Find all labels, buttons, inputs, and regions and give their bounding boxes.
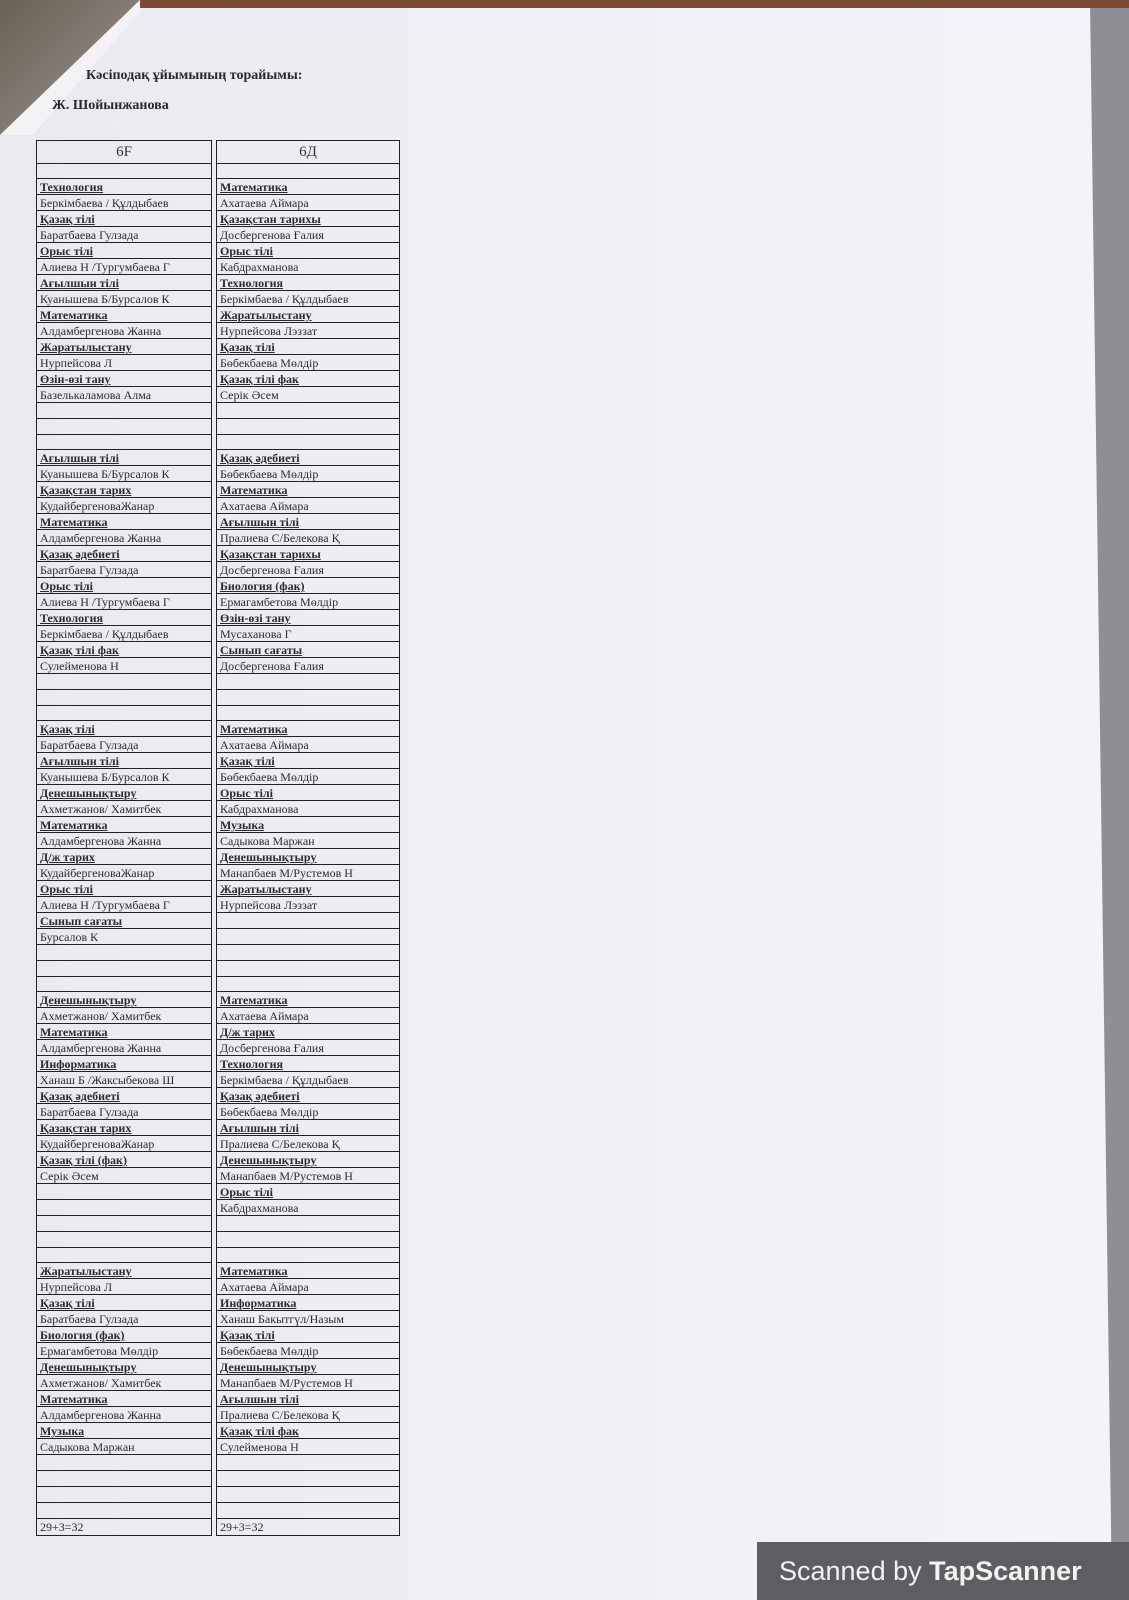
teacher-cell xyxy=(37,961,211,977)
schedule-column-6d xyxy=(216,140,400,1536)
subject-cell: Д/ж тарих xyxy=(37,849,211,865)
teacher-cell: Алдамбергенова Жанна xyxy=(37,1407,211,1423)
teacher-cell: Пралиева С/Белекова Қ xyxy=(217,530,399,546)
subject-cell: Ағылшын тілі xyxy=(37,450,211,466)
subject-cell: Қазақ тілі (фак) xyxy=(37,1152,211,1168)
teacher-cell: Баратбаева Гулзада xyxy=(37,562,211,578)
teacher-cell: Кабдрахманова xyxy=(217,259,399,275)
subject-cell: Қазақстан тарих xyxy=(37,1120,211,1136)
teacher-cell: Бөбекбаева Мөлдір xyxy=(217,1104,399,1120)
subject-cell: Қазақстан тарихы xyxy=(217,211,399,227)
subject-cell xyxy=(217,403,399,419)
approver-name: Ж. Шойынжанова xyxy=(52,98,169,113)
teacher-cell xyxy=(217,1232,399,1248)
subject-cell: Технология xyxy=(217,1056,399,1072)
teacher-cell: Алдамбергенова Жанна xyxy=(37,530,211,546)
teacher-cell: Баратбаева Гулзада xyxy=(37,227,211,243)
teacher-cell: Нурпейсова Лэззат xyxy=(217,897,399,913)
subject-cell xyxy=(37,674,211,690)
subject-cell xyxy=(37,1487,211,1503)
teacher-cell: Садыкова Маржан xyxy=(217,833,399,849)
subject-cell: Математика xyxy=(217,992,399,1008)
subject-cell: Ағылшын тілі xyxy=(217,1120,399,1136)
teacher-cell xyxy=(217,1503,399,1519)
subject-cell: Қазақ әдебиеті xyxy=(37,1088,211,1104)
teacher-cell: Ахатаева Аймара xyxy=(217,498,399,514)
subject-cell: Денешынықтыру xyxy=(37,1359,211,1375)
teacher-cell: Баратбаева Гулзада xyxy=(37,1311,211,1327)
hours-total: 29+3=32 xyxy=(40,1520,84,1534)
watermark-prefix: Scanned by xyxy=(779,1556,930,1586)
subject-cell: Денешынықтыру xyxy=(37,785,211,801)
teacher-cell: Манапбаев М/Рустемов Н xyxy=(217,865,399,881)
teacher-cell: Пралиева С/Белекова Қ xyxy=(217,1136,399,1152)
schedule-column-6f xyxy=(36,140,212,1536)
column-title: 6Д xyxy=(217,140,399,164)
subject-cell: Математика xyxy=(217,1263,399,1279)
scanner-watermark xyxy=(757,1542,1129,1600)
subject-cell: Информатика xyxy=(37,1056,211,1072)
subject-cell: Қазақ әдебиеті xyxy=(217,1088,399,1104)
subject-cell: Қазақстан тарихы xyxy=(217,546,399,562)
teacher-cell: Алиева Н /Тургумбаева Г xyxy=(37,259,211,275)
subject-cell: Қазақстан тарих xyxy=(37,482,211,498)
subject-cell xyxy=(217,945,399,961)
teacher-cell: Досбергенова Ғалия xyxy=(217,1040,399,1056)
teacher-cell xyxy=(217,961,399,977)
subject-cell: Қазақ тілі xyxy=(37,721,211,737)
subject-cell: Қазақ тілі xyxy=(37,1295,211,1311)
teacher-cell: Алдамбергенова Жанна xyxy=(37,323,211,339)
header-spacer xyxy=(217,164,399,179)
teacher-cell: Бөбекбаева Мөлдір xyxy=(217,355,399,371)
teacher-cell: КудайбергеноваЖанар xyxy=(37,498,211,514)
watermark-brand: TapScanner xyxy=(929,1556,1082,1586)
teacher-cell: Бөбекбаева Мөлдір xyxy=(217,1343,399,1359)
teacher-cell: Манапбаев М/Рустемов Н xyxy=(217,1168,399,1184)
teacher-cell: Алдамбергенова Жанна xyxy=(37,1040,211,1056)
teacher-cell: Беркімбаева / Құлдыбаев xyxy=(217,291,399,307)
teacher-cell: КудайбергеноваЖанар xyxy=(37,865,211,881)
teacher-cell: Куанышева Б/Бурсалов К xyxy=(37,769,211,785)
teacher-cell: Серік Әсем xyxy=(37,1168,211,1184)
subject-cell: Математика xyxy=(217,721,399,737)
subject-cell: Математика xyxy=(217,482,399,498)
subject-cell: Жаратылыстану xyxy=(217,307,399,323)
teacher-cell: Нурпейсова Лэззат xyxy=(217,323,399,339)
subject-cell: Өзін-өзі тану xyxy=(37,371,211,387)
subject-cell: Биология (фак) xyxy=(37,1327,211,1343)
teacher-cell: Сулейменова Н xyxy=(37,658,211,674)
subject-cell: Технология xyxy=(37,610,211,626)
teacher-cell: Куанышева Б/Бурсалов К xyxy=(37,291,211,307)
subject-cell: Математика xyxy=(37,514,211,530)
teacher-cell: Ахметжанов/ Хамитбек xyxy=(37,1008,211,1024)
teacher-cell xyxy=(37,690,211,706)
teacher-cell: Досбергенова Ғалия xyxy=(217,658,399,674)
teacher-cell: Серік Әсем xyxy=(217,387,399,403)
teacher-cell xyxy=(37,1232,211,1248)
subject-cell: Орыс тілі xyxy=(37,243,211,259)
teacher-cell: Сулейменова Н xyxy=(217,1439,399,1455)
teacher-cell: Манапбаев М/Рустемов Н xyxy=(217,1375,399,1391)
subject-cell: Ағылшын тілі xyxy=(37,275,211,291)
subject-cell: Қазақ тілі фак xyxy=(217,1423,399,1439)
subject-cell: Орыс тілі xyxy=(217,785,399,801)
subject-cell: Математика xyxy=(37,817,211,833)
teacher-cell: Кабдрахманова xyxy=(217,801,399,817)
subject-cell: Денешынықтыру xyxy=(217,1152,399,1168)
subject-cell: Биология (фак) xyxy=(217,578,399,594)
teacher-cell: Беркімбаева / Құлдыбаев xyxy=(37,626,211,642)
subject-cell: Информатика xyxy=(217,1295,399,1311)
teacher-cell: Ахатаева Аймара xyxy=(217,1279,399,1295)
teacher-cell: Садыкова Маржан xyxy=(37,1439,211,1455)
teacher-cell xyxy=(217,929,399,945)
teacher-cell: Ахатаева Аймара xyxy=(217,737,399,753)
background-edge xyxy=(140,0,1129,8)
subject-cell: Денешынықтыру xyxy=(217,1359,399,1375)
subject-cell: Жаратылыстану xyxy=(37,339,211,355)
subject-cell: Технология xyxy=(217,275,399,291)
subject-cell: Қазақ тілі xyxy=(217,1327,399,1343)
day-separator xyxy=(217,435,399,450)
teacher-cell: Нурпейсова Л xyxy=(37,1279,211,1295)
subject-cell: Қазақ тілі xyxy=(37,211,211,227)
subject-cell: Музыка xyxy=(37,1423,211,1439)
teacher-cell: Ахметжанов/ Хамитбек xyxy=(37,1375,211,1391)
subject-cell: Қазақ тілі фак xyxy=(217,371,399,387)
teacher-cell: Алдамбергенова Жанна xyxy=(37,833,211,849)
subject-cell xyxy=(37,1216,211,1232)
subject-cell: Орыс тілі xyxy=(217,1184,399,1200)
teacher-cell: Нурпейсова Л xyxy=(37,355,211,371)
teacher-cell xyxy=(37,1503,211,1519)
subject-cell xyxy=(217,1216,399,1232)
teacher-cell: Ахатаева Аймара xyxy=(217,195,399,211)
subject-cell: Орыс тілі xyxy=(37,881,211,897)
teacher-cell xyxy=(217,419,399,435)
subject-cell: Қазақ әдебиеті xyxy=(37,546,211,562)
subject-cell xyxy=(37,1455,211,1471)
column-title: 6F xyxy=(37,140,211,164)
subject-cell: Сынып сағаты xyxy=(37,913,211,929)
subject-cell: Қазақ тілі xyxy=(217,753,399,769)
teacher-cell: Баратбаева Гулзада xyxy=(37,1104,211,1120)
subject-cell: Қазақ әдебиеті xyxy=(217,450,399,466)
subject-cell: Денешынықтыру xyxy=(37,992,211,1008)
subject-cell: Ағылшын тілі xyxy=(217,1391,399,1407)
teacher-cell: Алиева Н /Тургумбаева Г xyxy=(37,594,211,610)
teacher-cell: Ермагамбетова Мөлдір xyxy=(37,1343,211,1359)
subject-cell: Математика xyxy=(37,307,211,323)
subject-cell: Математика xyxy=(37,1391,211,1407)
teacher-cell: Беркімбаева / Құлдыбаев xyxy=(217,1072,399,1088)
subject-cell xyxy=(217,1455,399,1471)
teacher-cell: Досбергенова Ғалия xyxy=(217,562,399,578)
subject-cell: Сынып сағаты xyxy=(217,642,399,658)
subject-cell: Жаратылыстану xyxy=(217,881,399,897)
subject-cell xyxy=(37,403,211,419)
subject-cell: Ағылшын тілі xyxy=(217,514,399,530)
approval-title: Кәсіподақ ұйымының торайымы: xyxy=(86,68,303,83)
subject-cell xyxy=(217,1487,399,1503)
teacher-cell: КудайбергеноваЖанар xyxy=(37,1136,211,1152)
teacher-cell: Бөбекбаева Мөлдір xyxy=(217,466,399,482)
teacher-cell: Пралиева С/Белекова Қ xyxy=(217,1407,399,1423)
teacher-cell xyxy=(37,419,211,435)
teacher-cell xyxy=(217,1471,399,1487)
subject-cell: Орыс тілі xyxy=(37,578,211,594)
hours-total: 29+3=32 xyxy=(220,1520,264,1534)
day-separator xyxy=(37,435,211,450)
day-separator xyxy=(37,706,211,721)
teacher-cell: Алиева Н /Тургумбаева Г xyxy=(37,897,211,913)
teacher-cell: Мусаханова Г xyxy=(217,626,399,642)
subject-cell: Өзін-өзі тану xyxy=(217,610,399,626)
subject-cell xyxy=(37,1184,211,1200)
teacher-cell xyxy=(37,1471,211,1487)
teacher-cell xyxy=(37,1200,211,1216)
subject-cell: Технология xyxy=(37,179,211,195)
subject-cell: Д/ж тарих xyxy=(217,1024,399,1040)
subject-cell xyxy=(217,913,399,929)
header-spacer xyxy=(37,164,211,179)
teacher-cell: Ермагамбетова Мөлдір xyxy=(217,594,399,610)
subject-cell: Жаратылыстану xyxy=(37,1263,211,1279)
day-separator xyxy=(37,977,211,992)
subject-cell: Денешынықтыру xyxy=(217,849,399,865)
teacher-cell: Куанышева Б/Бурсалов К xyxy=(37,466,211,482)
subject-cell: Музыка xyxy=(217,817,399,833)
subject-cell: Орыс тілі xyxy=(217,243,399,259)
teacher-cell: Ханаш Бакытгүл/Назым xyxy=(217,1311,399,1327)
teacher-cell: Бөбекбаева Мөлдір xyxy=(217,769,399,785)
subject-cell: Математика xyxy=(37,1024,211,1040)
teacher-cell: Досбергенова Ғалия xyxy=(217,227,399,243)
day-separator xyxy=(217,1248,399,1263)
day-separator xyxy=(37,1248,211,1263)
teacher-cell: Ахметжанов/ Хамитбек xyxy=(37,801,211,817)
subject-cell: Қазақ тілі xyxy=(217,339,399,355)
subject-cell: Математика xyxy=(217,179,399,195)
subject-cell: Ағылшын тілі xyxy=(37,753,211,769)
teacher-cell: Ахатаева Аймара xyxy=(217,1008,399,1024)
teacher-cell: Базелькаламова Алма xyxy=(37,387,211,403)
day-separator xyxy=(217,706,399,721)
teacher-cell: Бурсалов К xyxy=(37,929,211,945)
teacher-cell: Баратбаева Гулзада xyxy=(37,737,211,753)
day-separator xyxy=(217,977,399,992)
subject-cell xyxy=(217,674,399,690)
teacher-cell: Беркімбаева / Құлдыбаев xyxy=(37,195,211,211)
subject-cell: Қазақ тілі фак xyxy=(37,642,211,658)
subject-cell xyxy=(37,945,211,961)
teacher-cell xyxy=(217,690,399,706)
teacher-cell: Кабдрахманова xyxy=(217,1200,399,1216)
teacher-cell: Ханаш Б /Жаксыбекова Ш xyxy=(37,1072,211,1088)
